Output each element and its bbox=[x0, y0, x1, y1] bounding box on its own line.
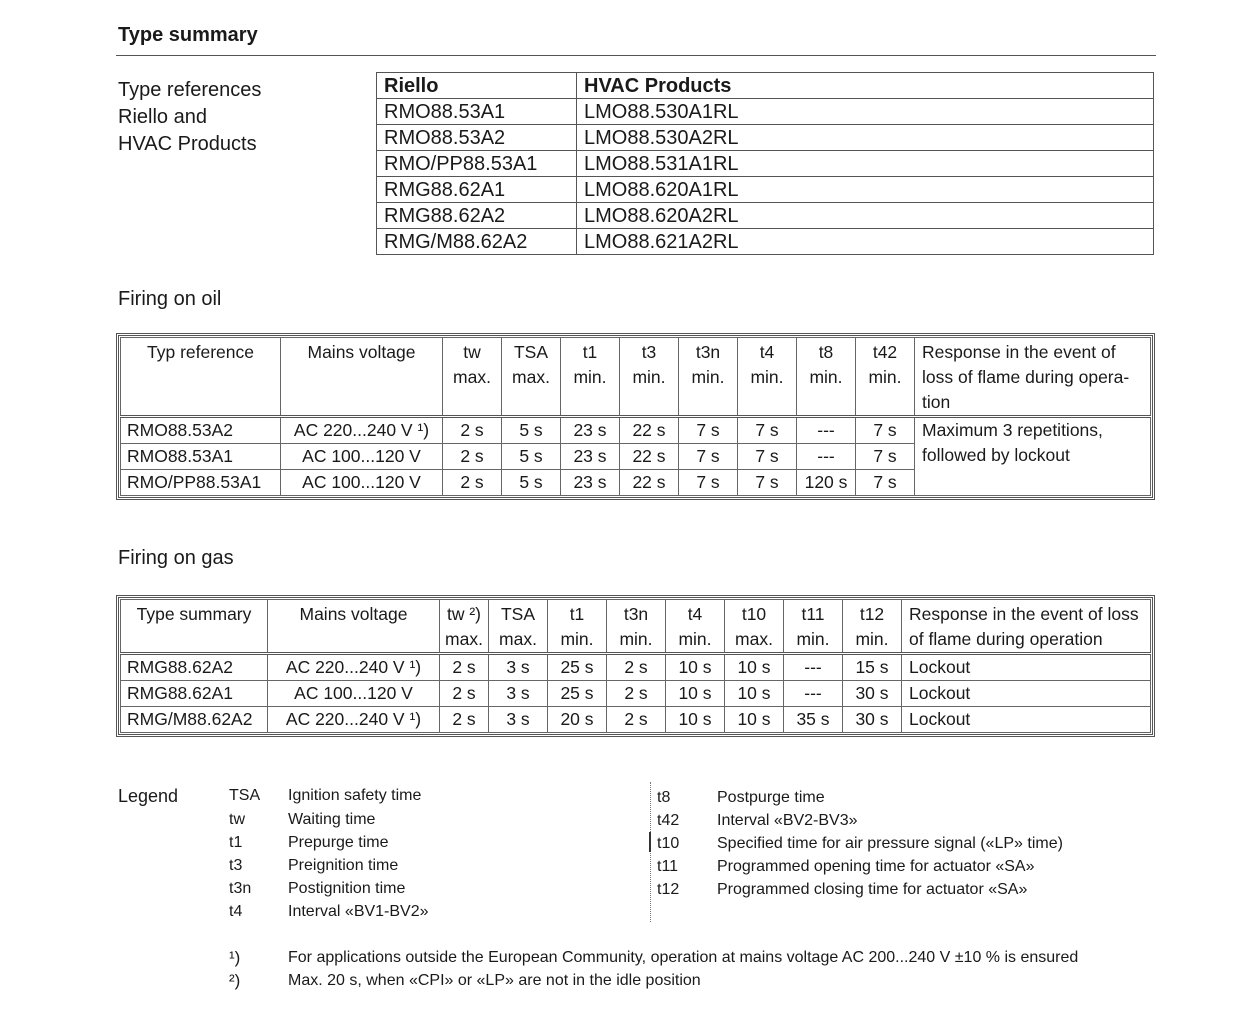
hvac-cell: LMO88.621A2RL bbox=[577, 229, 1154, 255]
mains-voltage-cell: AC 100...120 V bbox=[281, 444, 443, 470]
t4-cell: 7 s bbox=[738, 444, 797, 470]
response-cell: Lockout bbox=[902, 707, 1151, 733]
page-title: Type summary bbox=[118, 24, 258, 46]
column-header bbox=[121, 338, 281, 417]
riello-cell: RMG88.62A1 bbox=[377, 177, 577, 203]
table-row bbox=[121, 681, 1151, 707]
header-label: t4 bbox=[687, 604, 703, 624]
t3-cell: 22 s bbox=[620, 470, 679, 496]
t8-cell: --- bbox=[797, 417, 856, 444]
tw-cell: 2 s bbox=[440, 654, 489, 681]
header-label: tw bbox=[463, 342, 481, 362]
column-header bbox=[856, 338, 915, 417]
t3-cell: 22 s bbox=[620, 417, 679, 444]
legend-desc: Specified time for air pressure signal («LP» time) bbox=[717, 835, 1063, 852]
tw-cell: 2 s bbox=[440, 681, 489, 707]
t12-cell: 30 s bbox=[843, 707, 902, 733]
type-reference-cell: RMG88.62A2 bbox=[121, 654, 268, 681]
t3n-cell: 7 s bbox=[679, 417, 738, 444]
type-references-label-line: Type references bbox=[118, 79, 262, 101]
header-label: Mains voltage bbox=[307, 342, 416, 362]
header-label: Mains voltage bbox=[299, 604, 408, 624]
legend-abbr: t3n bbox=[229, 880, 252, 897]
t3-cell: 22 s bbox=[620, 444, 679, 470]
column-header bbox=[443, 338, 502, 417]
hvac-cell: LMO88.620A1RL bbox=[577, 177, 1154, 203]
header-label: t42 bbox=[872, 342, 898, 362]
legend-abbr: t4 bbox=[229, 903, 243, 920]
oil-table-frame bbox=[116, 333, 1155, 500]
legend-abbr: t10 bbox=[657, 835, 680, 852]
legend-desc: Interval «BV1-BV2» bbox=[288, 903, 429, 920]
column-header bbox=[620, 338, 679, 417]
column-header bbox=[440, 600, 489, 654]
header-label: t3n bbox=[695, 342, 721, 362]
header-unit: min. bbox=[868, 367, 902, 387]
t3n-cell: 2 s bbox=[607, 654, 666, 681]
legend-desc: Programmed opening time for actuator «SA» bbox=[717, 858, 1035, 875]
t3n-cell: 7 s bbox=[679, 470, 738, 496]
t1-cell: 25 s bbox=[548, 654, 607, 681]
t4-cell: 10 s bbox=[666, 654, 725, 681]
column-header-response: Response in the event of loss of flame during operation bbox=[902, 600, 1151, 654]
mains-voltage-cell: AC 220...240 V ¹) bbox=[268, 654, 440, 681]
column-header bbox=[666, 600, 725, 654]
column-header bbox=[738, 338, 797, 417]
response-cell: Maximum 3 repetitions, followed by lockout bbox=[915, 417, 1151, 496]
legend-abbr: t12 bbox=[657, 881, 680, 898]
t10-cell: 10 s bbox=[725, 654, 784, 681]
t1-cell: 20 s bbox=[548, 707, 607, 733]
header-label: t3 bbox=[641, 342, 657, 362]
legend-abbr: TSA bbox=[229, 787, 261, 804]
tw-cell: 2 s bbox=[443, 470, 502, 496]
t11-cell: 35 s bbox=[784, 707, 843, 733]
column-header bbox=[268, 600, 440, 654]
t3n-cell: 7 s bbox=[679, 444, 738, 470]
legend-desc: Prepurge time bbox=[288, 834, 389, 851]
table-header-row bbox=[377, 73, 1154, 99]
table-header-row bbox=[121, 338, 1151, 417]
table-row bbox=[377, 125, 1154, 151]
legend-abbr: t11 bbox=[657, 858, 679, 875]
tsa-cell: 5 s bbox=[502, 444, 561, 470]
type-reference-cell: RMG/M88.62A2 bbox=[121, 707, 268, 733]
column-header bbox=[797, 338, 856, 417]
table-row bbox=[377, 177, 1154, 203]
t4-cell: 10 s bbox=[666, 681, 725, 707]
legend-desc: Ignition safety time bbox=[288, 787, 422, 804]
gas-firing-table bbox=[120, 599, 1151, 733]
legend-desc: Programmed closing time for actuator «SA» bbox=[717, 881, 1028, 898]
mains-voltage-cell: AC 220...240 V ¹) bbox=[281, 417, 443, 444]
table-header-row bbox=[121, 600, 1151, 654]
t11-cell: --- bbox=[784, 654, 843, 681]
header-unit: max. bbox=[512, 367, 550, 387]
type-references-label-line: Riello and bbox=[118, 106, 207, 128]
legend-desc: Postignition time bbox=[288, 880, 406, 897]
tsa-cell: 5 s bbox=[502, 470, 561, 496]
riello-cell: RMG/M88.62A2 bbox=[377, 229, 577, 255]
header-unit: min. bbox=[855, 629, 889, 649]
header-unit: max. bbox=[453, 367, 491, 387]
column-header bbox=[502, 338, 561, 417]
t8-cell: --- bbox=[797, 444, 856, 470]
legend-desc: Postpurge time bbox=[717, 789, 825, 806]
header-label: t12 bbox=[859, 604, 885, 624]
t4-cell: 10 s bbox=[666, 707, 725, 733]
mains-voltage-cell: AC 220...240 V ¹) bbox=[268, 707, 440, 733]
t8-cell: 120 s bbox=[797, 470, 856, 496]
column-header-riello: Riello bbox=[377, 73, 577, 99]
type-references-label bbox=[118, 77, 261, 158]
tsa-cell: 3 s bbox=[489, 707, 548, 733]
oil-section-heading: Firing on oil bbox=[118, 288, 222, 310]
footnote-mark: ¹) bbox=[229, 948, 241, 967]
footnote-text: For applications outside the European Community, operation at mains voltage AC 200...240 V ±10 % is ensured bbox=[288, 949, 1079, 966]
type-reference-cell: RMO88.53A1 bbox=[121, 444, 281, 470]
header-unit: min. bbox=[750, 367, 784, 387]
t10-cell: 10 s bbox=[725, 707, 784, 733]
t12-cell: 15 s bbox=[843, 654, 902, 681]
t42-cell: 7 s bbox=[856, 444, 915, 470]
riello-cell: RMO/PP88.53A1 bbox=[377, 151, 577, 177]
riello-cell: RMG88.62A2 bbox=[377, 203, 577, 229]
legend-abbr: t8 bbox=[657, 789, 671, 806]
column-header bbox=[548, 600, 607, 654]
table-row bbox=[377, 203, 1154, 229]
legend-column-divider bbox=[650, 782, 651, 922]
footnote-text: Max. 20 s, when «CPI» or «LP» are not in the idle position bbox=[288, 972, 701, 989]
table-row bbox=[377, 99, 1154, 125]
tw-cell: 2 s bbox=[440, 707, 489, 733]
legend-desc: Interval «BV2-BV3» bbox=[717, 812, 858, 829]
t42-cell: 7 s bbox=[856, 470, 915, 496]
header-unit: min. bbox=[809, 367, 843, 387]
column-header-response: Response in the event of loss of flame during opera-tion bbox=[915, 338, 1151, 417]
legend-divider-marker bbox=[649, 832, 651, 852]
t11-cell: --- bbox=[784, 681, 843, 707]
t3n-cell: 2 s bbox=[607, 707, 666, 733]
legend-desc: Preignition time bbox=[288, 857, 399, 874]
hvac-cell: LMO88.530A2RL bbox=[577, 125, 1154, 151]
header-label: TSA bbox=[500, 604, 536, 624]
header-unit: min. bbox=[678, 629, 712, 649]
t1-cell: 25 s bbox=[548, 681, 607, 707]
t10-cell: 10 s bbox=[725, 681, 784, 707]
column-header bbox=[784, 600, 843, 654]
riello-cell: RMO88.53A2 bbox=[377, 125, 577, 151]
t1-cell: 23 s bbox=[561, 417, 620, 444]
column-header bbox=[121, 600, 268, 654]
type-references-table bbox=[376, 72, 1154, 255]
column-header bbox=[607, 600, 666, 654]
header-unit: min. bbox=[573, 367, 607, 387]
header-label: t4 bbox=[759, 342, 775, 362]
tw-cell: 2 s bbox=[443, 444, 502, 470]
header-label: t11 bbox=[801, 604, 825, 624]
header-unit: min. bbox=[632, 367, 666, 387]
legend-abbr: t42 bbox=[657, 812, 680, 829]
hvac-cell: LMO88.620A2RL bbox=[577, 203, 1154, 229]
header-label: t1 bbox=[569, 604, 585, 624]
tsa-cell: 3 s bbox=[489, 654, 548, 681]
gas-section-heading: Firing on gas bbox=[118, 547, 234, 569]
table-row bbox=[121, 707, 1151, 733]
table-row bbox=[377, 229, 1154, 255]
hvac-cell: LMO88.531A1RL bbox=[577, 151, 1154, 177]
legend-abbr: t1 bbox=[229, 834, 243, 851]
legend-abbr: t3 bbox=[229, 857, 243, 874]
t1-cell: 23 s bbox=[561, 444, 620, 470]
header-unit: max. bbox=[735, 629, 773, 649]
t1-cell: 23 s bbox=[561, 470, 620, 496]
column-header bbox=[679, 338, 738, 417]
header-label: t8 bbox=[818, 342, 834, 362]
column-header bbox=[281, 338, 443, 417]
column-header bbox=[561, 338, 620, 417]
response-cell: Lockout bbox=[902, 654, 1151, 681]
footnote-mark: ²) bbox=[229, 971, 241, 990]
type-reference-cell: RMG88.62A1 bbox=[121, 681, 268, 707]
response-cell: Lockout bbox=[902, 681, 1151, 707]
header-unit: min. bbox=[691, 367, 725, 387]
mains-voltage-cell: AC 100...120 V bbox=[281, 470, 443, 496]
header-unit: max. bbox=[445, 629, 483, 649]
tsa-cell: 5 s bbox=[502, 417, 561, 444]
mains-voltage-cell: AC 100...120 V bbox=[268, 681, 440, 707]
table-row bbox=[121, 417, 1151, 444]
header-unit: min. bbox=[796, 629, 830, 649]
header-unit: min. bbox=[619, 629, 653, 649]
table-row bbox=[377, 151, 1154, 177]
legend-desc: Waiting time bbox=[288, 811, 376, 828]
header-label: TSA bbox=[513, 342, 549, 362]
oil-firing-table bbox=[120, 337, 1151, 496]
header-label: t1 bbox=[582, 342, 598, 362]
header-label: Typ reference bbox=[147, 342, 254, 362]
column-header bbox=[843, 600, 902, 654]
header-label: t3n bbox=[623, 604, 649, 624]
tsa-cell: 3 s bbox=[489, 681, 548, 707]
t42-cell: 7 s bbox=[856, 417, 915, 444]
t4-cell: 7 s bbox=[738, 470, 797, 496]
gas-table-frame bbox=[116, 595, 1155, 737]
column-header bbox=[725, 600, 784, 654]
header-label: t10 bbox=[741, 604, 767, 624]
legend-abbr: tw bbox=[229, 811, 245, 828]
type-reference-cell: RMO88.53A2 bbox=[121, 417, 281, 444]
t3n-cell: 2 s bbox=[607, 681, 666, 707]
header-unit: min. bbox=[560, 629, 594, 649]
type-references-label-line: HVAC Products bbox=[118, 133, 257, 155]
title-divider bbox=[116, 55, 1156, 56]
header-label: Type summary bbox=[136, 604, 252, 624]
header-unit: max. bbox=[499, 629, 537, 649]
header-label: tw ²) bbox=[446, 604, 482, 624]
type-reference-cell: RMO/PP88.53A1 bbox=[121, 470, 281, 496]
column-header bbox=[489, 600, 548, 654]
hvac-cell: LMO88.530A1RL bbox=[577, 99, 1154, 125]
riello-cell: RMO88.53A1 bbox=[377, 99, 577, 125]
column-header-hvac-products: HVAC Products bbox=[577, 73, 1154, 99]
legend-label: Legend bbox=[118, 786, 179, 806]
t4-cell: 7 s bbox=[738, 417, 797, 444]
tw-cell: 2 s bbox=[443, 417, 502, 444]
table-row bbox=[121, 654, 1151, 681]
t12-cell: 30 s bbox=[843, 681, 902, 707]
